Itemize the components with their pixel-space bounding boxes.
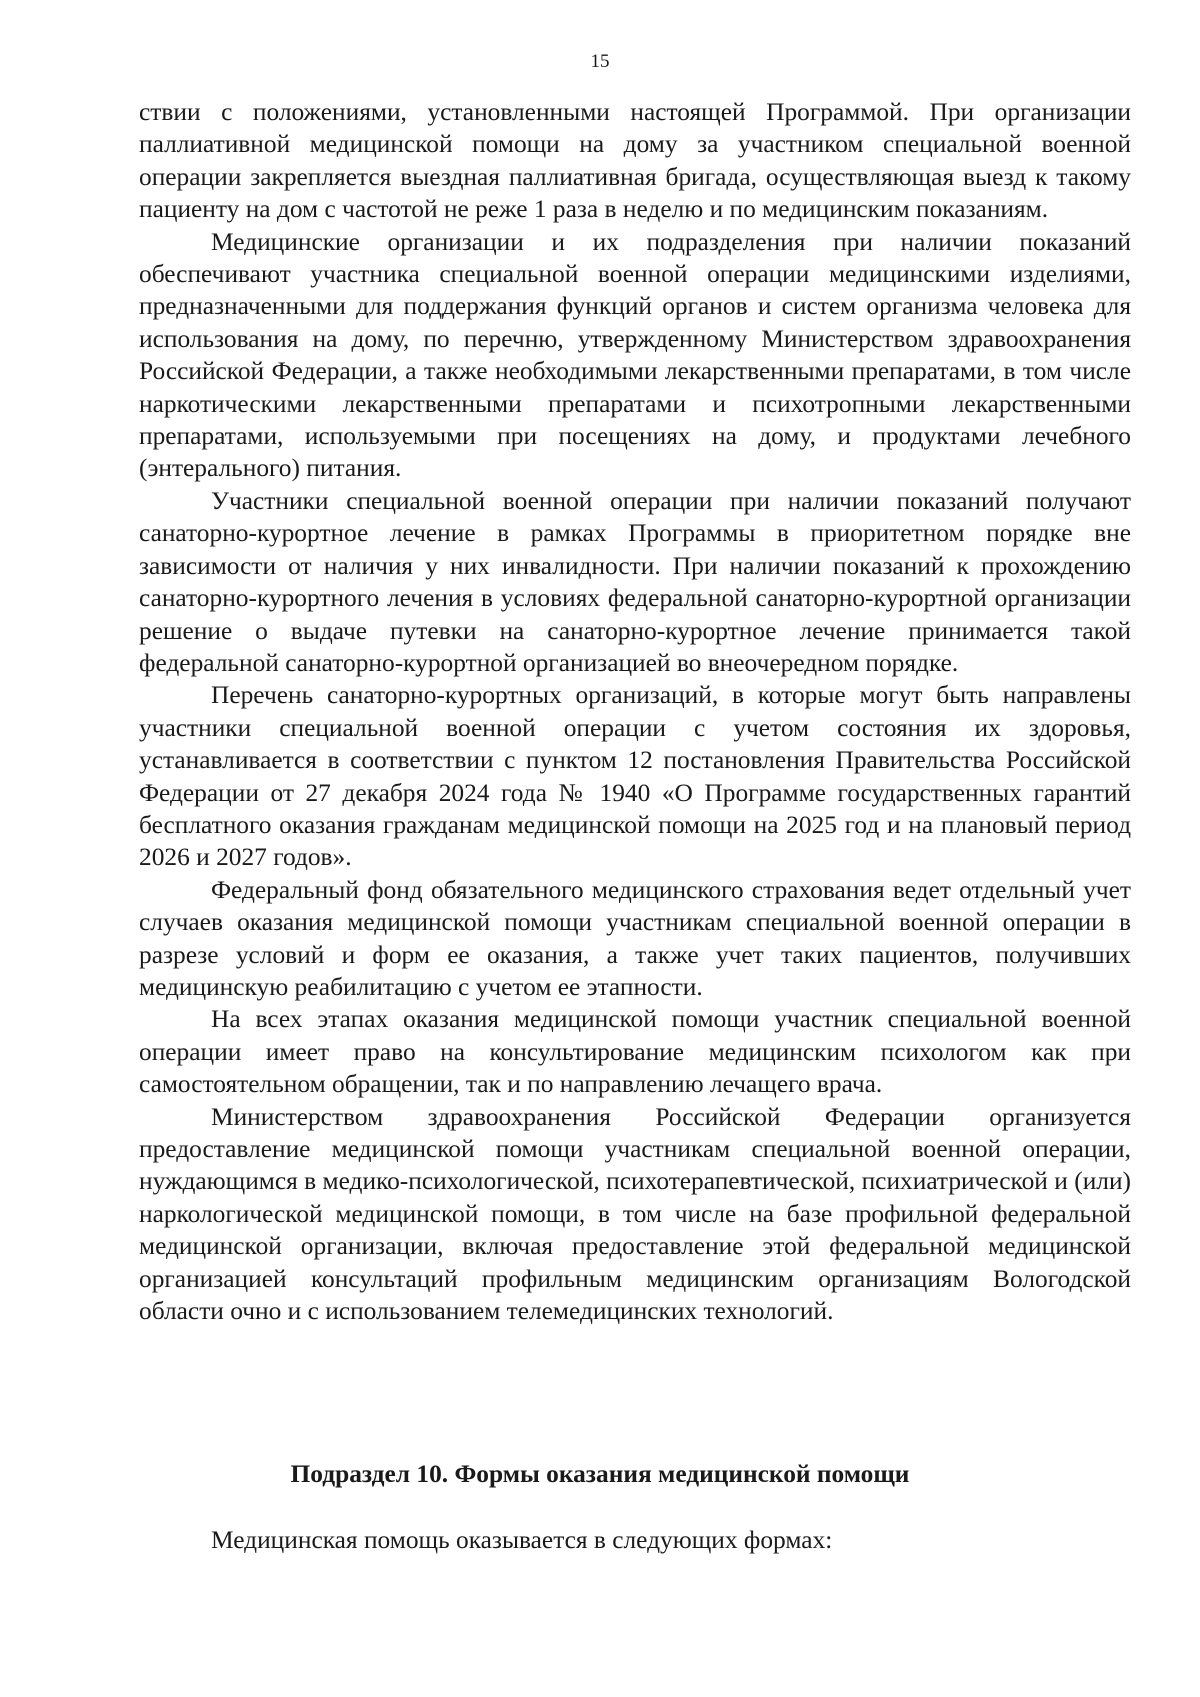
paragraph-5: Федеральный фонд обязательного медицинского страхования ведет отдельный учет случаев оказания медицинской помощи участникам специальной военной операции в разрезе условий и форм ее оказания, а также учет таких пациентов, получивших медицинскую реабилитацию с учетом ее этапности. xyxy=(139,875,1131,1001)
body-text xyxy=(139,96,1131,1327)
paragraph-2: Медицинские организации и их подразделения при наличии показаний обеспечивают участника специальной военной операции медицинскими изделиями, предназначенными для поддержания функций органов и систем организма человека для использования на дому, по перечню, утвержденному Министерством здравоохранения Российской Федерации, а также необходимыми лекарственными препаратами, в том числе наркотическими лекарственными препаратами и психотропными лекарственными препаратами, используемыми при посещениях на дому, и продуктами лечебного (энтерального) питания. xyxy=(139,227,1131,483)
paragraph-1: ствии с положениями, установленными настоящей Программой. При организации паллиативной медицинской помощи на дому за участником специальной военной операции закрепляется выездная паллиативная бригада, осуществляющая выезд к такому пациенту на дом с частотой не реже 1 раза в неделю и по медицинским показаниям. xyxy=(139,98,1131,224)
paragraph-4: Перечень санаторно-курортных организаций, в которые могут быть направлены участники специальной военной операции с учетом состояния их здоровья, устанавливается в соответствии с пунктом 12 постановления Правительства Российской Федерации от 27 декабря 2024 года № 1940 «О Программе государственных гарантий бесплатного оказания гражданам медицинской помощи на 2025 год и на плановый период 2026 и 2027 годов». xyxy=(139,681,1131,872)
paragraph-3: Участники специальной военной операции при наличии показаний получают санаторно-курортное лечение в рамках Программы в приоритетном порядке вне зависимости от наличия у них инвалидности. При наличии показаний к прохождению санаторно-курортного лечения в условиях федеральной санаторно-курортной организации решение о выдаче путевки на санаторно-курортное лечение принимается такой федеральной санаторно-курортной организацией во внеочередном порядке. xyxy=(139,486,1131,677)
paragraph-7: Министерством здравоохранения Российской Федерации организуется предоставление медицинской помощи участникам специальной военной операции, нуждающимся в медико-психологической, психотерапевтической, психиатрической и (или) наркологической медицинской помощи, в том числе на базе профильной федеральной медицинской организации, включая предоставление этой федеральной медицинской организацией консультаций профильным медицинским организациям Вологодской области очно и с использованием телемедицинских технологий. xyxy=(139,1102,1131,1326)
closing-line: Медицинская помощь оказывается в следующих формах: xyxy=(211,1526,833,1554)
paragraph-6: На всех этапах оказания медицинской помощи участник специальной военной операции имеет право на консультирование медицинским психологом как при самостоятельном обращении, так и по направлению лечащего врача. xyxy=(139,1005,1131,1099)
page-number: 15 xyxy=(590,51,610,72)
subsection-heading: Подраздел 10. Формы оказания медицинской помощи xyxy=(290,1460,910,1488)
